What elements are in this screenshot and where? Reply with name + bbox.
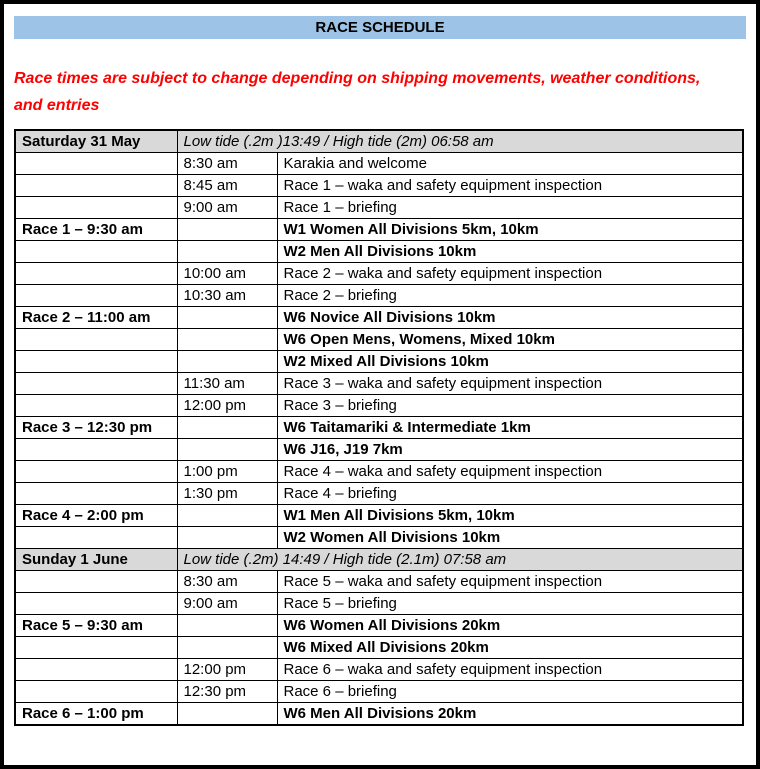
- schedule-body: [15, 130, 743, 725]
- empty-time-cell: [177, 703, 277, 726]
- empty-label-cell: [15, 527, 177, 549]
- description-cell: W6 J16, J19 7km: [277, 439, 743, 461]
- empty-time-cell: [177, 241, 277, 263]
- empty-label-cell: [15, 373, 177, 395]
- description-cell: Race 3 – briefing: [277, 395, 743, 417]
- time-row: [15, 659, 743, 681]
- day-label-cell: Sunday 1 June: [15, 549, 177, 571]
- empty-label-cell: [15, 175, 177, 197]
- empty-time-cell: [177, 527, 277, 549]
- description-cell: Race 4 – briefing: [277, 483, 743, 505]
- time-cell: 8:30 am: [177, 153, 277, 175]
- race-label-cell: Race 3 – 12:30 pm: [15, 417, 177, 439]
- page-title: RACE SCHEDULE: [14, 16, 746, 39]
- day-row: [15, 130, 743, 153]
- event-row: [15, 241, 743, 263]
- empty-time-cell: [177, 417, 277, 439]
- description-cell: W6 Open Mens, Womens, Mixed 10km: [277, 329, 743, 351]
- day-label-cell: Saturday 31 May: [15, 130, 177, 153]
- description-cell: W2 Men All Divisions 10km: [277, 241, 743, 263]
- race-row: [15, 307, 743, 329]
- time-cell: 9:00 am: [177, 593, 277, 615]
- empty-label-cell: [15, 439, 177, 461]
- time-cell: 12:00 pm: [177, 395, 277, 417]
- race-schedule-table: [14, 129, 744, 726]
- race-row: [15, 219, 743, 241]
- time-row: [15, 571, 743, 593]
- race-label-cell: Race 2 – 11:00 am: [15, 307, 177, 329]
- empty-time-cell: [177, 615, 277, 637]
- description-cell: W6 Novice All Divisions 10km: [277, 307, 743, 329]
- description-cell: Karakia and welcome: [277, 153, 743, 175]
- time-cell: 1:30 pm: [177, 483, 277, 505]
- race-row: [15, 505, 743, 527]
- race-label-cell: Race 4 – 2:00 pm: [15, 505, 177, 527]
- description-cell: Race 6 – waka and safety equipment inspection: [277, 659, 743, 681]
- description-cell: Race 3 – waka and safety equipment inspection: [277, 373, 743, 395]
- race-label-cell: Race 6 – 1:00 pm: [15, 703, 177, 726]
- empty-time-cell: [177, 329, 277, 351]
- event-row: [15, 637, 743, 659]
- empty-label-cell: [15, 571, 177, 593]
- time-cell: 12:30 pm: [177, 681, 277, 703]
- time-cell: 11:30 am: [177, 373, 277, 395]
- empty-time-cell: [177, 637, 277, 659]
- empty-label-cell: [15, 461, 177, 483]
- time-cell: 12:00 pm: [177, 659, 277, 681]
- empty-time-cell: [177, 307, 277, 329]
- description-cell: W1 Women All Divisions 5km, 10km: [277, 219, 743, 241]
- race-row: [15, 703, 743, 726]
- time-row: [15, 483, 743, 505]
- empty-label-cell: [15, 593, 177, 615]
- day-row: [15, 549, 743, 571]
- empty-label-cell: [15, 659, 177, 681]
- time-row: [15, 197, 743, 219]
- description-cell: W6 Mixed All Divisions 20km: [277, 637, 743, 659]
- description-cell: W6 Taitamariki & Intermediate 1km: [277, 417, 743, 439]
- time-row: [15, 681, 743, 703]
- description-cell: Race 5 – waka and safety equipment inspection: [277, 571, 743, 593]
- empty-label-cell: [15, 285, 177, 307]
- description-cell: Race 1 – waka and safety equipment inspection: [277, 175, 743, 197]
- empty-label-cell: [15, 153, 177, 175]
- race-row: [15, 615, 743, 637]
- description-cell: Race 1 – briefing: [277, 197, 743, 219]
- empty-label-cell: [15, 483, 177, 505]
- time-row: [15, 593, 743, 615]
- time-row: [15, 175, 743, 197]
- event-row: [15, 439, 743, 461]
- description-cell: Race 4 – waka and safety equipment inspection: [277, 461, 743, 483]
- description-cell: W6 Women All Divisions 20km: [277, 615, 743, 637]
- time-row: [15, 395, 743, 417]
- empty-label-cell: [15, 263, 177, 285]
- description-cell: Race 2 – waka and safety equipment inspection: [277, 263, 743, 285]
- empty-time-cell: [177, 505, 277, 527]
- empty-label-cell: [15, 351, 177, 373]
- empty-time-cell: [177, 351, 277, 373]
- description-cell: W6 Men All Divisions 20km: [277, 703, 743, 726]
- empty-label-cell: [15, 637, 177, 659]
- description-cell: Race 5 – briefing: [277, 593, 743, 615]
- empty-label-cell: [15, 197, 177, 219]
- time-cell: 10:00 am: [177, 263, 277, 285]
- time-cell: 9:00 am: [177, 197, 277, 219]
- time-cell: 10:30 am: [177, 285, 277, 307]
- empty-label-cell: [15, 241, 177, 263]
- description-cell: Race 6 – briefing: [277, 681, 743, 703]
- event-row: [15, 527, 743, 549]
- time-cell: 1:00 pm: [177, 461, 277, 483]
- time-row: [15, 373, 743, 395]
- description-cell: W2 Women All Divisions 10km: [277, 527, 743, 549]
- race-label-cell: Race 5 – 9:30 am: [15, 615, 177, 637]
- event-row: [15, 329, 743, 351]
- time-row: [15, 263, 743, 285]
- empty-label-cell: [15, 681, 177, 703]
- description-cell: W1 Men All Divisions 5km, 10km: [277, 505, 743, 527]
- race-row: [15, 417, 743, 439]
- empty-label-cell: [15, 329, 177, 351]
- tide-info-cell: Low tide (.2m) 14:49 / High tide (2.1m) 07:58 am: [177, 549, 743, 571]
- schedule-change-notice: Race times are subject to change depending on shipping movements, weather conditions, and entries: [14, 70, 701, 114]
- time-row: [15, 285, 743, 307]
- time-row: [15, 153, 743, 175]
- event-row: [15, 351, 743, 373]
- description-cell: Race 2 – briefing: [277, 285, 743, 307]
- empty-label-cell: [15, 395, 177, 417]
- race-label-cell: Race 1 – 9:30 am: [15, 219, 177, 241]
- tide-info-cell: Low tide (.2m )13:49 / High tide (2m) 06:58 am: [177, 130, 743, 153]
- description-cell: W2 Mixed All Divisions 10km: [277, 351, 743, 373]
- time-cell: 8:30 am: [177, 571, 277, 593]
- time-row: [15, 461, 743, 483]
- empty-time-cell: [177, 439, 277, 461]
- empty-time-cell: [177, 219, 277, 241]
- time-cell: 8:45 am: [177, 175, 277, 197]
